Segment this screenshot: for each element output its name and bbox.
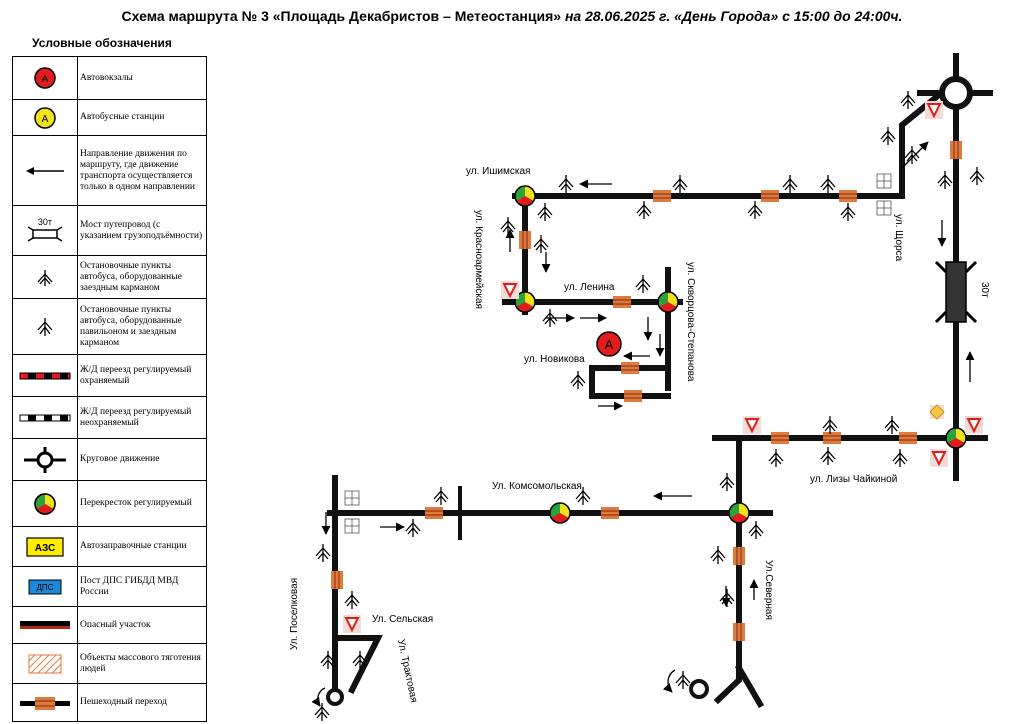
bus-stop-icon [711, 546, 725, 564]
traffic-light-icon [515, 186, 535, 206]
warning-sign-icon [501, 281, 519, 299]
label-novikova: ул. Новикова [524, 354, 585, 365]
grid-square-icon [345, 491, 359, 505]
roundabout-poselkovaya [328, 690, 342, 704]
crossing [950, 141, 962, 159]
warning-sign-icon [965, 416, 983, 434]
bus-stop-icon [636, 275, 650, 293]
legend-heading: Условные обозначения [32, 36, 172, 50]
crossing [425, 507, 443, 519]
bus-stop-icon [434, 487, 448, 505]
bus-stop-icon [315, 703, 329, 721]
bus-stop-icon [749, 521, 763, 539]
legend-gas-label: АЗС [34, 542, 56, 554]
street-labels [289, 166, 990, 704]
legend-text-3: Мост путепровод (с указанием грузоподъёмности) [78, 206, 207, 256]
crossing [823, 432, 841, 444]
bus-stop-icon [783, 175, 797, 193]
bus-stop-icon [893, 449, 907, 467]
traffic-light-icon [550, 503, 570, 523]
label-ishimskaya: ул. Ишимская [466, 166, 531, 177]
roundabout-turn-arrows [318, 670, 675, 706]
bus-stop-icon [316, 544, 330, 562]
direction-arrow-icon [902, 142, 928, 168]
title-prefix: Схема маршрута № 3 «Площадь Декабристов – Метеостанция» [121, 8, 562, 24]
bus-stop-icon [534, 235, 548, 253]
bus-stop-icon [637, 201, 651, 219]
bus-stop-icon [406, 519, 420, 537]
label-krasnoarmeyskaya: ул. Красноармейская [473, 210, 484, 309]
bus-terminal-marker [597, 332, 621, 356]
bus-stop-icon [970, 167, 984, 185]
direction-arrows [326, 142, 970, 606]
traffic-light-icon [729, 503, 749, 523]
legend-text-0: Автовокзалы [78, 57, 207, 100]
roads [330, 56, 990, 704]
label-severnaya: Ул.Северная [763, 560, 774, 620]
roundabout-top [942, 79, 970, 107]
bus-stop-icon [885, 416, 899, 434]
grid-square-icon [877, 201, 891, 215]
title-suffix: на 28.06.2025 г. «День Города» с 15:00 до 24:00ч. [561, 8, 903, 24]
bus-stop-icon [769, 449, 783, 467]
pedestrian-crossings [331, 141, 962, 641]
legend-text-11: Пост ДПС ГИБДД МВД России [78, 567, 207, 607]
bus-stop-icon [676, 671, 690, 689]
traffic-light-icon [946, 428, 966, 448]
bus-stop-icon [821, 447, 835, 465]
legend-text-4: Остановочные пункты автобуса, оборудованные заездным карманом [78, 256, 207, 299]
legend-text-6: Ж/Д переезд регулируемый охраняемый [78, 355, 207, 397]
crossing [331, 571, 343, 589]
bus-stop-icon [345, 591, 359, 609]
label-lenina: ул. Ленина [564, 282, 615, 293]
bus-stop-icon [901, 91, 915, 109]
bus-stop-icon [720, 473, 734, 491]
label-lizy-chaykinoy: ул. Лизы Чайкиной [810, 474, 898, 485]
label-shchorsa: ул. Щорса [893, 214, 904, 262]
legend-text-12: Опасный участок [78, 607, 207, 644]
crossing [621, 362, 639, 374]
diamond-sign-icon [930, 405, 944, 419]
roundabout-severnaya [691, 681, 707, 697]
crossing [839, 190, 857, 202]
legend-station-letter: А [41, 113, 49, 125]
bus-stop-icon [559, 175, 573, 193]
road-severnaya-branch [739, 668, 760, 704]
warning-sign-icon [925, 101, 943, 119]
bus-stop-icon [841, 203, 855, 221]
legend-police-label: ДПС [36, 582, 54, 592]
bus-stop-icon [720, 589, 734, 607]
crossing [624, 390, 642, 402]
legend-text-5: Остановочные пункты автобуса, оборудованные павильоном и заездным карманом [78, 299, 207, 355]
bus-stop-icon [823, 416, 837, 434]
terminal-letter: А [604, 337, 614, 352]
crossing [761, 190, 779, 202]
crossing [771, 432, 789, 444]
road-severnaya [718, 438, 739, 700]
bus-stop-icon [501, 217, 515, 235]
warning-sign-icon [343, 615, 361, 633]
bus-stop-icon [538, 203, 552, 221]
traffic-light-icon [658, 292, 678, 312]
crossing [899, 432, 917, 444]
label-skvortsova: ул. Скворцова-Степанова [685, 262, 696, 382]
bus-stop-icon [881, 127, 895, 145]
crossing [653, 190, 671, 202]
legend-text-8: Круговое движение [78, 439, 207, 481]
bridge-30t [936, 262, 976, 322]
legend-text-13: Объекты массового тяготения людей [78, 644, 207, 684]
legend-text-10: Автозаправочные станции [78, 527, 207, 567]
legend-terminal-letter: А [41, 74, 49, 85]
label-selskaya: Ул. Сельская [372, 614, 434, 625]
warning-sign-icon [743, 416, 761, 434]
crossing [733, 547, 745, 565]
bus-stop-icon [905, 146, 919, 164]
bus-stop-icon [571, 371, 585, 389]
bus-stop-icon [673, 175, 687, 193]
crossing [733, 623, 745, 641]
legend-bridge-load: 30т [37, 216, 53, 227]
grid-square-icon [877, 174, 891, 188]
label-poselkovaya: Ул. Поселковая [289, 577, 300, 650]
legend-text-2: Направление движения по маршруту, где движение транспорта осуществляется только в одном направлении [78, 136, 207, 206]
legend-text-7: Ж/Д переезд регулируемый неохраняемый [78, 397, 207, 439]
crossing [519, 231, 531, 249]
grid-square-icon [345, 519, 359, 533]
bus-stop-icon [938, 171, 952, 189]
warning-sign-icon [930, 449, 948, 467]
legend-text-1: Автобусные станции [78, 100, 207, 136]
label-bridge-load: 30т [979, 282, 990, 298]
label-komsomolskaya: Ул. Комсомольская [492, 481, 582, 492]
crossing [601, 507, 619, 519]
legend-text-14: Пешеходный переход [78, 684, 207, 722]
legend-text-9: Перекресток регулируемый [78, 481, 207, 527]
bus-stop-icon [821, 175, 835, 193]
label-traktovaya: Ул. Трактовая [395, 638, 420, 704]
crossing [613, 296, 631, 308]
bus-stop-icon [748, 201, 762, 219]
